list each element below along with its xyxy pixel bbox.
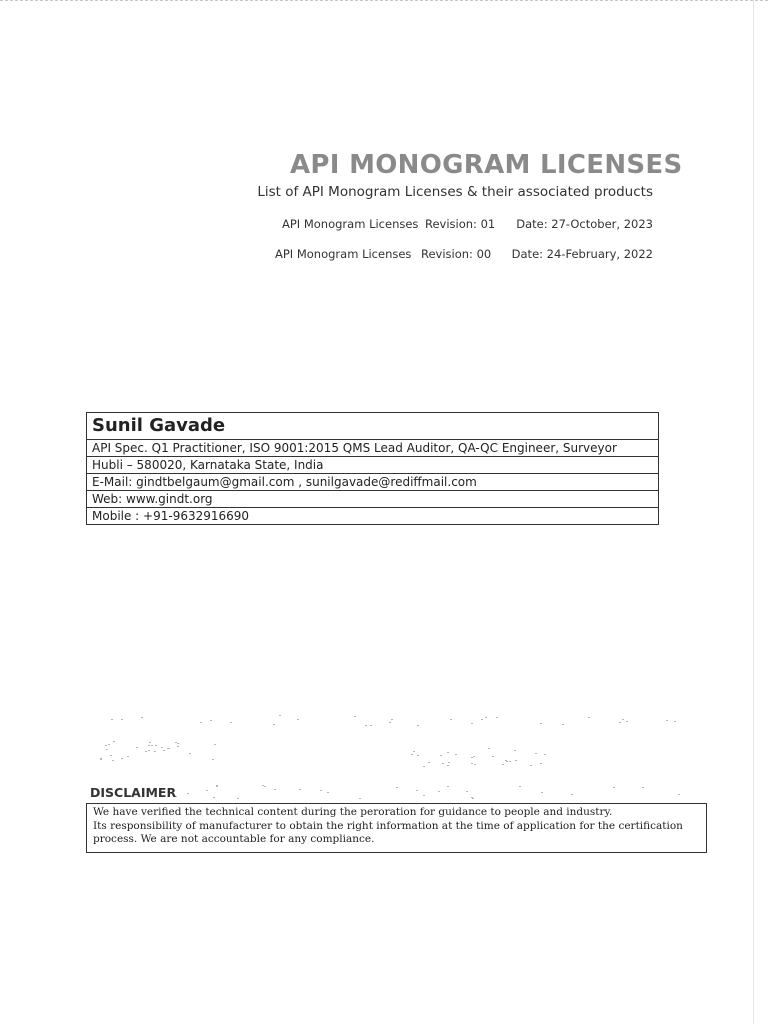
scan-speckle (571, 794, 573, 795)
scan-speckle (540, 723, 542, 724)
scan-speckle (216, 786, 218, 787)
scan-speckle (515, 760, 517, 761)
scan-speckle (519, 786, 521, 787)
scan-speckle (530, 765, 532, 766)
scan-speckle (488, 748, 490, 749)
scan-speckle (391, 719, 393, 720)
scan-speckle (112, 760, 114, 761)
scan-speckle (544, 754, 546, 755)
document-title: API MONOGRAM LICENSES (290, 150, 683, 180)
scan-speckle (177, 743, 179, 744)
scan-speckle (354, 716, 356, 717)
scan-speckle (541, 792, 543, 793)
scan-speckle (212, 759, 214, 760)
scan-speckle (264, 786, 266, 787)
scan-speckle (210, 720, 212, 721)
contact-web: Web: www.gindt.org (87, 490, 658, 507)
disclaimer-heading: DISCLAIMER (90, 785, 177, 800)
scan-speckle (509, 761, 511, 762)
scan-speckle (471, 723, 473, 724)
scan-speckle (473, 756, 475, 757)
scan-speckle (396, 787, 398, 788)
scan-speckle (423, 766, 425, 767)
scan-speckle (327, 792, 329, 793)
scan-speckle (455, 754, 457, 755)
contact-mobile: Mobile : +91-9632916690 (87, 507, 658, 524)
scan-speckle (423, 795, 425, 796)
scan-speckle (127, 756, 129, 757)
revision-date: Date: 27-October, 2023 (516, 217, 653, 231)
scan-speckle (214, 744, 216, 745)
scan-speckle (111, 719, 113, 720)
revision-number: Revision: 01 (425, 217, 496, 231)
scan-speckle (200, 722, 202, 723)
document-subtitle: List of API Monogram Licenses & their associated products (257, 184, 653, 200)
scan-speckle (163, 750, 165, 751)
contact-email: E-Mail: gindtbelgaum@gmail.com , sunilgavade@rediffmail.com (87, 473, 658, 490)
scan-speckle (466, 791, 468, 792)
scan-speckle (149, 742, 151, 743)
scan-speckle (447, 765, 449, 766)
scan-speckle (213, 797, 215, 798)
scan-speckle (492, 756, 494, 757)
scan-speckle (113, 741, 115, 742)
scan-speckle (678, 794, 680, 795)
scan-speckle (535, 753, 537, 754)
scan-speckle (389, 722, 391, 723)
scan-speckle (472, 798, 474, 799)
contact-address: Hubli – 580020, Karnataka State, India (87, 456, 658, 473)
scan-speckle (177, 746, 179, 747)
disclaimer-line: Its responsibility of manufacturer to obtain the right information at the time of application for the certification (93, 819, 683, 832)
scan-speckle (613, 787, 615, 788)
scan-speckle (438, 791, 440, 792)
scan-speckle (514, 750, 516, 751)
scan-speckle (481, 719, 483, 720)
revision-date: Date: 24-February, 2022 (511, 247, 653, 261)
scan-speckle (447, 752, 449, 753)
scan-speckle (417, 755, 419, 756)
scan-speckle (471, 757, 473, 758)
scan-speckle (626, 721, 628, 722)
scan-speckle (447, 786, 449, 787)
scan-speckle (674, 721, 676, 722)
scan-speckle (145, 751, 147, 752)
scan-speckle (279, 715, 281, 716)
scan-speckle (121, 719, 123, 720)
scan-speckle (206, 790, 208, 791)
scan-speckle (161, 747, 163, 748)
scan-speckle (141, 717, 143, 718)
revision-row-previous (275, 247, 653, 263)
revision-number: Revision: 00 (421, 247, 492, 261)
scan-speckle (502, 764, 504, 765)
scan-speckle (187, 793, 189, 794)
scan-speckle (237, 798, 239, 799)
scan-speckle (365, 725, 367, 726)
scan-speckle (121, 758, 123, 759)
revision-document-name: API Monogram Licenses (275, 247, 412, 261)
scan-speckle (189, 753, 191, 754)
scan-speckle (417, 725, 419, 726)
contact-box (86, 412, 659, 525)
scan-speckle (416, 790, 418, 791)
scan-speckle (413, 751, 415, 752)
scan-right-edge (753, 0, 754, 1024)
scan-speckle (496, 717, 498, 718)
scan-speckle (450, 719, 452, 720)
scan-speckle (588, 717, 590, 718)
scan-speckle (100, 759, 102, 760)
scan-speckle (230, 722, 232, 723)
scan-speckle (273, 724, 275, 725)
scan-speckle (168, 748, 170, 749)
contact-name: Sunil Gavade (92, 415, 226, 436)
scan-speckle (471, 763, 473, 764)
scan-speckle (108, 744, 110, 745)
scan-speckle (151, 745, 153, 746)
scan-speckle (666, 720, 668, 721)
scan-speckle (370, 725, 372, 726)
scan-speckle (155, 745, 157, 746)
scan-speckle (106, 749, 108, 750)
scan-speckle (485, 717, 487, 718)
scan-speckle (562, 724, 564, 725)
scan-top-edge (0, 0, 768, 4)
revision-document-name: API Monogram Licenses (282, 217, 419, 231)
disclaimer-line: process. We are not accountable for any compliance. (93, 833, 375, 845)
scan-speckle (297, 719, 299, 720)
contact-credentials: API Spec. Q1 Practitioner, ISO 9001:2015 QMS Lead Auditor, QA-QC Engineer, Surveyor (87, 439, 658, 456)
scan-speckle (442, 763, 444, 764)
scan-speckle (148, 745, 150, 746)
scan-speckle (619, 722, 621, 723)
scan-speckle (359, 798, 361, 799)
scan-speckle (440, 755, 442, 756)
disclaimer-box (86, 803, 707, 853)
scan-speckle (136, 747, 138, 748)
scan-speckle (448, 762, 450, 763)
scan-speckle (622, 719, 624, 720)
scan-speckle (474, 764, 476, 765)
scan-speckle (274, 789, 276, 790)
scan-speckle (411, 754, 413, 755)
scan-speckle (428, 762, 430, 763)
scan-speckle (299, 789, 301, 790)
scan-speckle (110, 755, 112, 756)
scan-speckle (642, 787, 644, 788)
scan-speckle (262, 785, 264, 786)
scan-speckle (320, 790, 322, 791)
scan-speckle (540, 763, 542, 764)
revision-row-current (282, 217, 653, 233)
scan-speckle (148, 750, 150, 751)
scan-speckle (154, 751, 156, 752)
scan-speckle (506, 761, 508, 762)
disclaimer-line: We have verified the technical content during the peroration for guidance to people and industry. (93, 806, 613, 818)
scan-speckle (105, 745, 107, 746)
